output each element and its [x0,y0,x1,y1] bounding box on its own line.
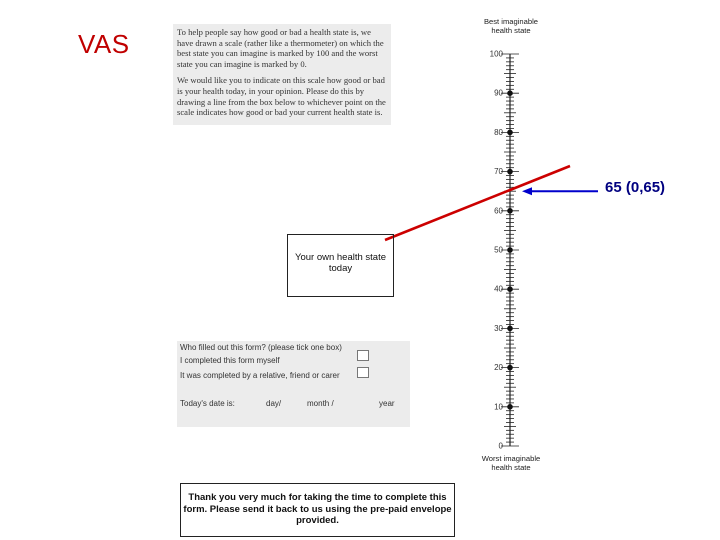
value-annotation: 65 (0,65) [605,179,666,196]
form-panel [177,341,410,427]
scale-tick-label: 40 [494,284,503,294]
instructions-paragraph-2: We would like you to indicate on this scale how good or bad is your health today, in your opinion. Please do this by drawing a line from the box below to whichever point on the scale indicates how good or bad your current health state is. [177,75,386,118]
scale-tick-dot [507,90,513,96]
scale-tick-dot [507,326,513,332]
annotation-arrowhead [522,187,532,195]
scale-tick-label: 20 [494,363,503,373]
option-self-label: I completed this form myself [180,356,280,365]
scale-tick-label: 100 [489,49,503,59]
scale-tick-label: 90 [494,88,503,98]
date-month-label: month / [307,399,334,408]
scale-tick-dot [507,247,513,253]
scale-tick-dot [507,286,513,292]
date-day-label: day/ [266,399,282,408]
scale-tick-label: 80 [494,127,503,137]
health-state-box: Your own health state today [287,234,394,297]
scale-tick-label: 10 [494,402,503,412]
scale-tick-label: 0 [498,441,503,451]
scale-top-label: Best imaginable health state [483,17,539,35]
scale-tick-dot [507,208,513,214]
marker-line [385,166,570,240]
scale-tick-label: 60 [494,206,503,216]
page-title: VAS [78,29,130,59]
scale-tick-label: 70 [494,167,503,177]
scale-bottom-label: Worst imaginable health state [481,454,541,472]
scale-tick-dot [507,365,513,371]
instructions-paragraph-1: To help people say how good or bad a health state is, we have drawn a scale (rather like a thermometer) on which the best state you can imagine is marked by 100 and the worst state you can imagine is marked by 0. [177,27,384,69]
date-year-label: year [379,399,395,408]
scale-tick-label: 30 [494,323,503,333]
thank-you-box: Thank you very much for taking the time to complete this form. Please send it back to us using the pre-paid envelope provided. [180,483,455,537]
scale-tick-label: 50 [494,245,503,255]
scale-tick-dot [507,404,513,410]
option-self-checkbox[interactable] [357,350,369,361]
option-other-label: It was completed by a relative, friend or carer [180,371,340,380]
date-label: Today's date is: [180,399,235,408]
scale-tick-dot [507,169,513,175]
scale-tick-dot [507,130,513,136]
form-question: Who filled out this form? (please tick one box) [180,343,342,352]
option-other-checkbox[interactable] [357,367,369,378]
